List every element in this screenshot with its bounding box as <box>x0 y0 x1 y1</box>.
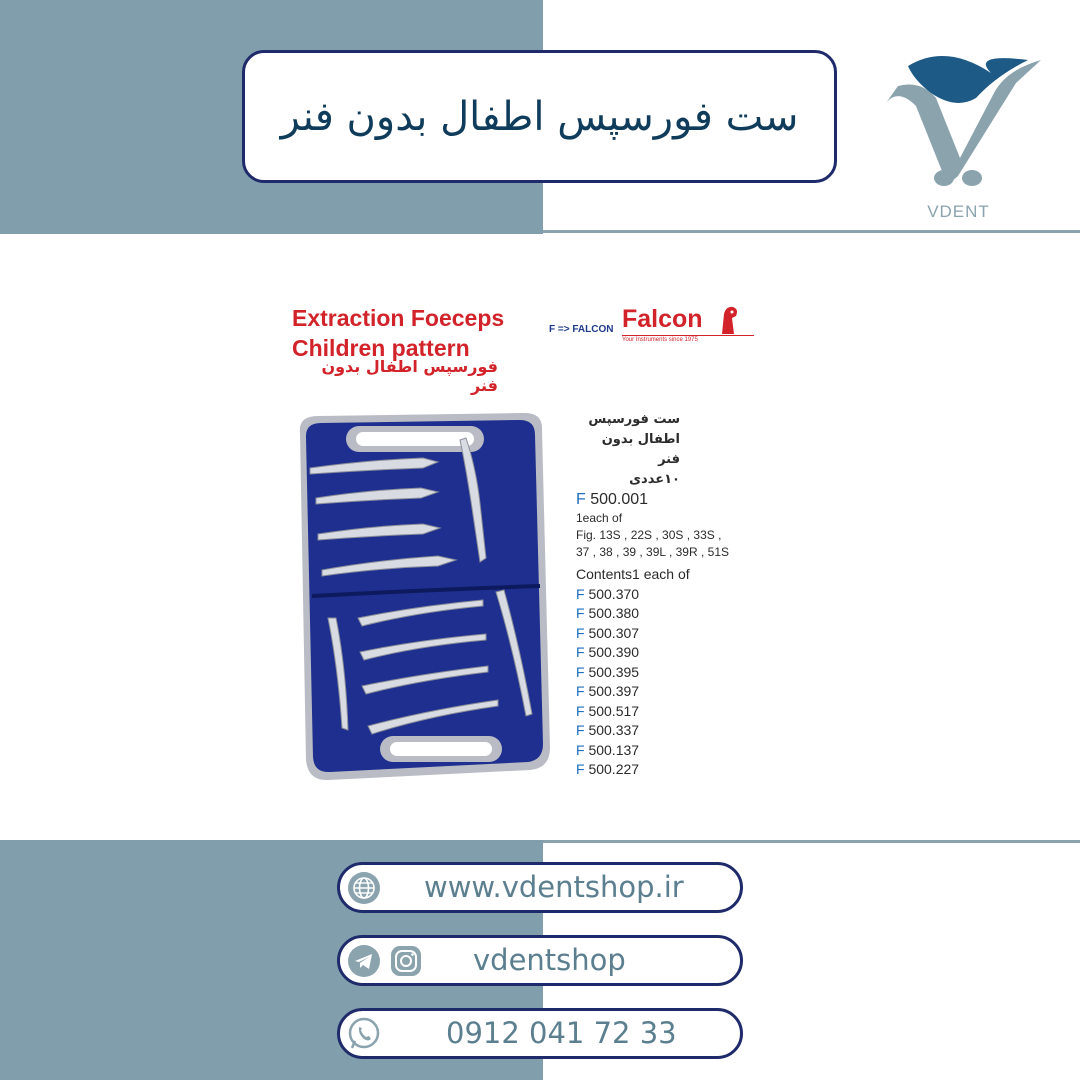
contents-item-prefix: F <box>576 741 585 758</box>
telegram-icon <box>347 944 381 978</box>
main-code <box>576 490 776 510</box>
website-link[interactable]: www.vdentshop.ir <box>424 870 684 904</box>
falcon-bird-icon <box>716 304 742 336</box>
contents-item-code: 500.397 <box>588 683 640 699</box>
contents-item <box>576 721 776 741</box>
brand-underline <box>622 335 754 336</box>
contents-item-code: 500.370 <box>588 585 640 602</box>
phone-number[interactable]: 0912 041 72 33 <box>446 1016 677 1050</box>
contents-label: Contents1 each of <box>576 566 690 582</box>
contents-item <box>576 604 776 624</box>
product-title <box>292 303 504 363</box>
contents-item-code: 500.395 <box>588 663 640 680</box>
contents-item <box>576 624 776 644</box>
vdent-logo <box>876 48 1041 228</box>
main-code-value: 500.001 <box>590 491 649 508</box>
contents-item-code: 500.390 <box>588 644 640 660</box>
globe-icon <box>347 871 381 905</box>
whatsapp-icon <box>347 1017 381 1051</box>
social-pill[interactable] <box>337 935 743 986</box>
instagram-icon <box>389 944 423 978</box>
spec-fa-line3: ۱۰عددی <box>629 472 680 487</box>
website-pill[interactable] <box>337 862 743 913</box>
product-title-line2: Children pattern <box>292 335 470 361</box>
contents-item <box>576 702 776 722</box>
title-box <box>242 50 837 183</box>
forceps-case-image <box>288 408 558 783</box>
contents-item-code: 500.517 <box>588 702 640 719</box>
contents-item-prefix: F <box>576 663 585 680</box>
contents-item-prefix: F <box>576 683 585 699</box>
contents-item-prefix: F <box>576 585 585 602</box>
contents-item <box>576 663 776 683</box>
header-divider <box>543 230 1080 233</box>
contents-item-code: 500.227 <box>588 761 640 777</box>
figs-line1: Fig. 13S , 22S , 30S , 33S , <box>576 528 722 542</box>
contents-item-prefix: F <box>576 702 585 719</box>
contents-list <box>576 585 776 780</box>
contents-item <box>576 585 776 605</box>
spec-fa-line2: اطفال بدون فنر <box>601 432 680 467</box>
contents-item <box>576 682 776 702</box>
contents-item-prefix: F <box>576 605 585 621</box>
page-title: ست فورسپس اطفال بدون فنر <box>280 93 799 140</box>
contents-item <box>576 643 776 663</box>
contents-item-code: 500.137 <box>588 741 640 758</box>
brand-name: Falcon <box>622 305 703 333</box>
footer-divider <box>543 840 1080 843</box>
social-handle[interactable]: vdentshop <box>473 943 626 977</box>
main-code-prefix: F <box>576 491 586 508</box>
spec-fa-line1: ست فورسپس <box>588 412 680 427</box>
phone-pill[interactable] <box>337 1008 743 1059</box>
logo-word: VDENT <box>927 202 990 221</box>
brand-mapping: F => FALCON <box>549 324 614 335</box>
contents-item-code: 500.337 <box>588 722 640 738</box>
contents-item-code: 500.380 <box>588 605 640 621</box>
product-title-fa: فورسپس اطفال بدون فنر <box>321 357 498 395</box>
contents-item-prefix: F <box>576 644 585 660</box>
product-title-line1: Extraction Foeceps <box>292 305 505 331</box>
brand-tagline: Your Instruments since 1975 <box>622 337 698 343</box>
contents-item <box>576 760 776 780</box>
contents-item-code: 500.307 <box>588 624 640 641</box>
figs-line2: 37 , 38 , 39 , 39L , 39R , 51S <box>576 545 729 559</box>
contents-item-prefix: F <box>576 624 585 641</box>
product-specs <box>576 410 776 780</box>
contents-item-prefix: F <box>576 761 585 777</box>
contents-item-prefix: F <box>576 722 585 738</box>
contents-item <box>576 741 776 761</box>
each-of-label: 1each of <box>576 511 623 525</box>
